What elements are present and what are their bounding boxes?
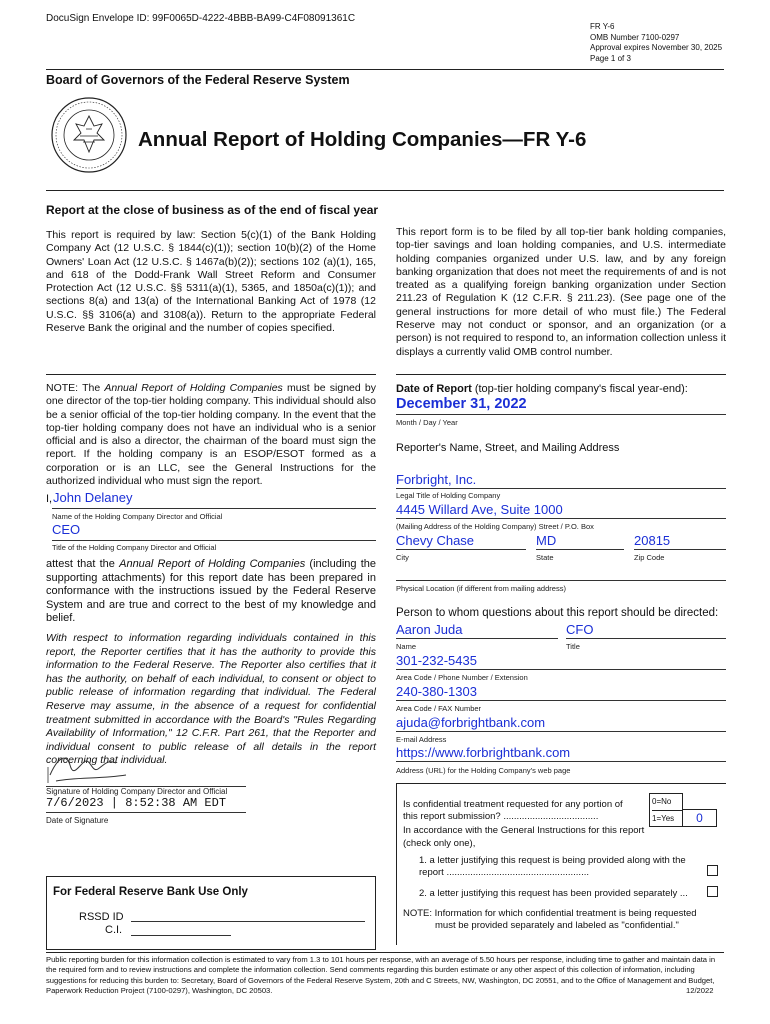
option-1-text: 1. a letter justifying this request is being provided along with the report ...................................................... <box>419 855 686 878</box>
email-field[interactable]: ajuda@forbrightbank.com <box>396 715 726 732</box>
option-2-text: 2. a letter justifying this request has been provided separately ... <box>419 888 688 899</box>
confidential-section <box>396 783 726 945</box>
page-number: Page 1 of 3 <box>590 53 631 63</box>
federal-reserve-seal <box>50 96 128 174</box>
signer-title-caption: Title of the Holding Company Director and Official <box>52 543 217 552</box>
phone-field[interactable]: 301-232-5435 <box>396 653 726 670</box>
note-prefix: NOTE: The <box>46 382 105 394</box>
contact-name-caption: Name <box>396 642 417 651</box>
note-rest: must be signed by one director of the top-tier holding company. This individual should also be a senior official of the top-tier holding company. In the event that the top-tier holding company does not have an individual who is a senior official and is also a director, the chairman of the board must sign the report. If the holding company is an ESOP/ESOT formed as a corporation or is an LLC, see the General Instructions for the authorized individual who must sign the report. <box>46 382 376 488</box>
filing-requirement-text: This report form is to be filed by all top-tier bank holding companies, top-tier savings and loan holding companies, and U.S. intermediate holding companies organized under U.S. law, and by any foreign banking organization that does not meet the requirements of and is not treated as a qualifying foreign banking organization under Section 211.23 of Regulation K (12 C.F.R. § 211.23). (See page one of the general instructions for more detail of who must file.) The Federal Reserve may not conduct or sponsor, and an organization (or a person) is not required to respond to, an information collection unless it displays a currently valid OMB control number. <box>396 226 726 358</box>
report-date-label <box>396 383 688 395</box>
frb-use-box <box>46 876 376 950</box>
contact-title-caption: Title <box>566 642 580 651</box>
form-revision-date: 12/2022 <box>686 986 714 995</box>
report-date-caption: Month / Day / Year <box>396 418 458 427</box>
confidential-options <box>649 793 683 827</box>
handwritten-signature <box>46 747 146 787</box>
contact-name-field[interactable]: Aaron Juda <box>396 622 558 639</box>
omb-number: OMB Number 7100-0297 <box>590 32 680 42</box>
ci-label: C.I. <box>105 924 123 936</box>
rssd-field[interactable] <box>131 921 365 922</box>
signature-date[interactable]: 7/6/2023 | 8:52:38 AM EDT <box>46 796 227 810</box>
report-heading: Report at the close of business as of the end of fiscal year <box>46 203 379 217</box>
option-1-checkbox[interactable] <box>707 865 718 876</box>
attestation-text <box>46 558 376 626</box>
note-italic: Annual Report of Holding Companies <box>104 382 283 394</box>
website-field[interactable]: https://www.forbrightbank.com <box>396 745 726 762</box>
legal-authority-text: This report is required by law: Section 5(c)(1) of the Bank Holding Company Act (12 U.S.C. § 1844(c)(1)); section 10(b)(2) of the Home Owners' Loan Act (12 U.S.C. § 1467a(b)(2)); sections 102 (a)(1), 165, and 618 of the Dodd-Frank Wall Street Reform and Consumer Protection Act (12 U.S.C. §§ 5311(a)(1), 5365, and 1850a(c)(1)); and sections 8(a) and 13(a) of the International Banking Act of 1978 (12 U.S.C. §§ 3106(a) and 3108(a)). Return to the appropriate Federal Reserve Bank the original and the number of copies specified. <box>46 229 376 335</box>
physical-location-caption: Physical Location (if different from mailing address) <box>396 584 566 593</box>
company-name-caption: Legal Title of Holding Company <box>396 491 501 500</box>
form-meta <box>590 22 722 64</box>
confidential-note: NOTE: Information for which confidential treatment is being requested must be provided separately and labeled as "confidential." <box>403 908 697 931</box>
phone-caption: Area Code / Phone Number / Extension <box>396 673 528 682</box>
email-caption: E-mail Address <box>396 735 447 744</box>
signing-note <box>46 382 376 488</box>
date-line <box>46 812 246 813</box>
attest-b: (including the supporting attachments) for this report date has been prepared in conformance with the instructions issued by the Federal Reserve System and are true and correct to the best of my knowledge and belief. <box>46 558 376 624</box>
website-caption: Address (URL) for the Holding Company's web page <box>396 766 571 775</box>
agency-name: Board of Governors of the Federal Reserve System <box>46 73 350 87</box>
fax-caption: Area Code / FAX Number <box>396 704 482 713</box>
rssd-label: RSSD ID <box>79 911 124 923</box>
certification-text: With respect to information regarding individuals contained in this report, the Reporter certifies that it has the authority to provide this information to the Federal Reserve. The Reporter also certifies that it has the authority, on behalf of each individual, to consent or object to public release of information regarding that individual. The Federal Reserve may assume, in the absence of a request for confidential treatment submitted in accordance with the Board's "Rules Regarding Availability of Information," 12 C.F.R. Part 261, that the Reporter and individual consent to public release of all details in the report concerning that individual. <box>46 632 376 767</box>
contact-title-field[interactable]: CFO <box>566 622 726 639</box>
ci-field[interactable] <box>131 935 231 936</box>
physical-location-field[interactable] <box>396 580 726 581</box>
city-caption: City <box>396 553 409 562</box>
attest-italic: Annual Report of Holding Companies <box>119 558 306 570</box>
attest-a: attest that the <box>46 558 120 570</box>
option-yes: 1=Yes <box>652 814 675 823</box>
company-name-field[interactable]: Forbright, Inc. <box>396 472 726 489</box>
state-field[interactable]: MD <box>536 533 624 550</box>
zip-field[interactable]: 20815 <box>634 533 726 550</box>
zip-caption: Zip Code <box>634 553 665 562</box>
signature-caption: Signature of Holding Company Director and Official <box>46 787 228 796</box>
frb-use-heading: For Federal Reserve Bank Use Only <box>53 886 248 898</box>
date-caption: Date of Signature <box>46 816 109 825</box>
approval-expiry: Approval expires November 30, 2025 <box>590 43 723 52</box>
signer-name-field[interactable]: John Delaney <box>52 490 376 509</box>
state-caption: State <box>536 553 554 562</box>
signer-title-field[interactable]: CEO <box>52 522 376 541</box>
signer-name-caption: Name of the Holding Company Director and Official <box>52 512 223 521</box>
report-date-label-bold: Date of Report <box>396 383 472 395</box>
page-title: Annual Report of Holding Companies—FR Y-6 <box>138 128 587 151</box>
report-date-label-suffix: (top-tier holding company's fiscal year-end): <box>471 383 688 395</box>
option-2-checkbox[interactable] <box>707 886 718 897</box>
confidential-instructions: In accordance with the General Instructions for this report (check only one), <box>403 825 645 849</box>
envelope-id: DocuSign Envelope ID: 99F0065D-4222-4BBB-BA99-C4F08091361C <box>46 13 356 24</box>
fax-field[interactable]: 240-380-1303 <box>396 684 726 701</box>
confidential-question: Is confidential treatment requested for any portion of this report submission? .................................... <box>403 799 623 822</box>
contact-heading: Person to whom questions about this report should be directed: <box>396 607 719 619</box>
reporter-heading: Reporter's Name, Street, and Mailing Address <box>396 442 620 454</box>
street-field[interactable]: 4445 Willard Ave, Suite 1000 <box>396 502 726 519</box>
form-number: FR Y-6 <box>590 22 615 31</box>
report-date-field[interactable]: December 31, 2022 <box>396 396 726 415</box>
street-caption: (Mailing Address of the Holding Company) Street / P.O. Box <box>396 522 594 531</box>
burden-statement: Public reporting burden for this information collection is estimated to vary from 1.3 to 101 hours per response, with an average of 5.50 hours per response, including time to gather and maintain data in the required form and to review instructions and complete the information collection. Send comments regarding this burden estimate or any other aspect of this collection of information, including suggestions for reducing this burden to: Secretary, Board of Governors of the Federal Reserve System, 20th and C Streets, NW, Washington, DC 20551, and to the Office of Management and Budget, Paperwork Reduction Project (7100-0297), Washington, DC 20503. <box>46 955 716 996</box>
option-no: 0=No <box>652 794 682 811</box>
city-field[interactable]: Chevy Chase <box>396 533 526 550</box>
signer-prefix: I, <box>46 493 53 505</box>
confidential-answer-field[interactable]: 0 <box>683 809 717 827</box>
